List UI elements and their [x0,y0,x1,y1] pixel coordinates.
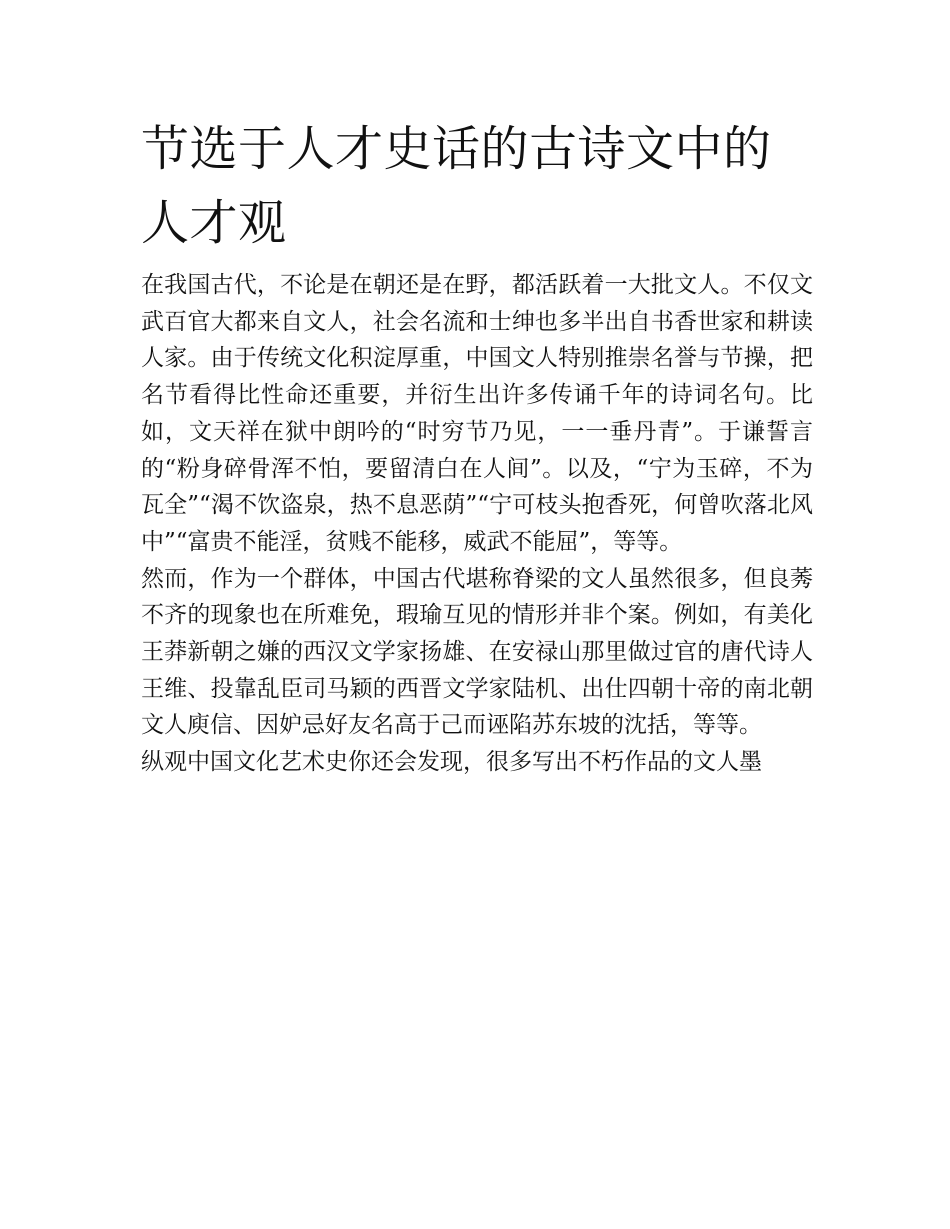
paragraph-1: 在我国古代，不论是在朝还是在野，都活跃着一大批文人。不仅文武百官大都来自文人，社会名流和士绅也多半出自书香世家和耕读人家。由于传统文化积淀厚重，中国文人特别推崇名誉与节操，把名节看得比性命还重要，并衍生出许多传诵千年的诗词名句。比如，文天祥在狱中朗吟的“时穷节乃见，一一垂丹青”。于谦誓言的“粉身碎骨浑不怕，要留清白在人间”。以及，“宁为玉碎，不为瓦全”“渴不饮盗泉，热不息恶荫”“宁可枝头抱香死，何曾吹落北风中”“富贵不能淫，贫贱不能移，威武不能屈”，等等。 [141,272,813,555]
document-body [141,112,813,781]
paragraph-3: 纵观中国文化艺术史你还会发现，很多写出不朽作品的文人墨 [141,749,762,776]
document-title: 节选于人才史话的古诗文中的人才观 [141,121,772,251]
paragraph-2: 然而，作为一个群体，中国古代堪称脊梁的文人虽然很多，但良莠不齐的现象也在所难免，瑕瑜互见的情形并非个案。例如，有美化王莽新朝之嫌的西汉文学家扬雄、在安禄山那里做过官的唐代诗人王维、投靠乱臣司马颖的西晋文学家陆机、出仕四朝十帝的南北朝文人庾信、因妒忌好友名高于己而诬陷苏东坡的沈括，等等。 [141,565,813,739]
